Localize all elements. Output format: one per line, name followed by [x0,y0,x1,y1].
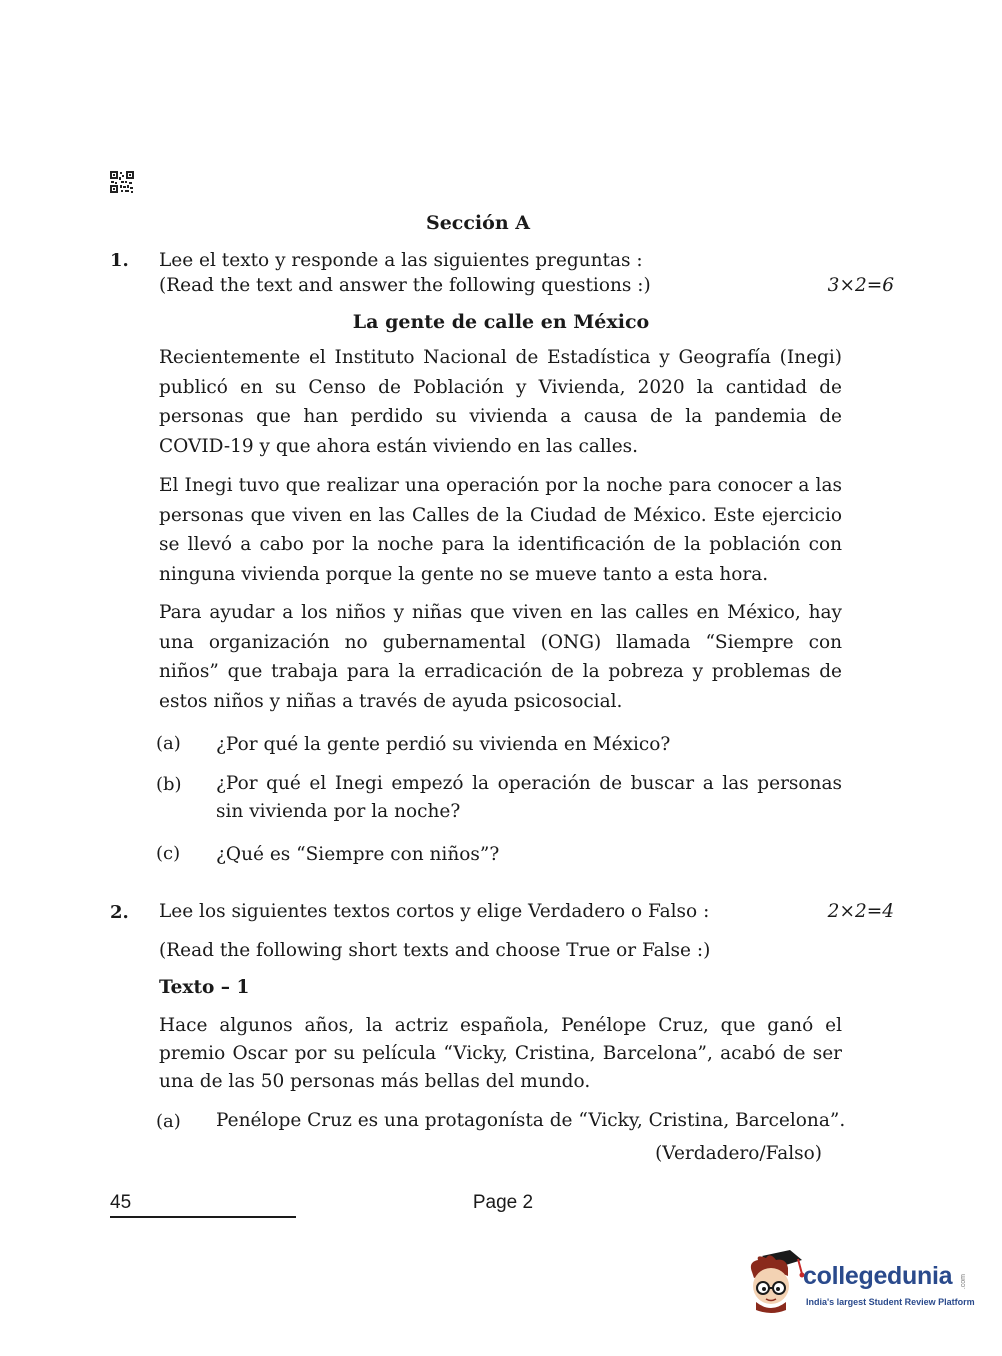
subquestion-a-label: (a) [156,733,181,754]
question-1-instruction-en: (Read the text and answer the following questions :) [159,275,651,296]
subquestion-c-text: ¿Qué es “Siempre con niños”? [216,844,500,865]
subquestion-b-label: (b) [156,774,182,795]
question-2-number: 2. [110,902,129,923]
passage-title: La gente de calle en México [352,311,650,333]
section-title: Sección A [425,212,530,234]
question-1-number: 1. [110,250,129,271]
footer-divider [110,1216,296,1218]
brand-name: collegedunia [803,1262,953,1290]
brand-tagline: India's largest Student Review Platform [806,1297,975,1307]
brand-domain-suffix: .com [960,1274,967,1290]
true-false-options: (Verdadero/Falso) [655,1143,822,1164]
collegedunia-mascot-icon [742,1250,806,1316]
question-2-instruction-en: (Read the following short texts and choose True or False :) [159,940,711,961]
texto-1-paragraph: Hace algunos años, la actriz española, Penélope Cruz, que ganó el premio Oscar por su película “Vicky, Cristina, Barcelona”, acabó de ser una de las 50 personas más bellas del mundo. [159,1015,842,1092]
page-number: Page 2 [472,1192,534,1213]
passage-paragraph-1: Recientemente el Instituto Nacional de Estadística y Geografía (Inegi) publicó en su Censo de Población y Vivienda, 2020 la cantidad de personas que han perdido su vivienda a causa de la pandemia de COVID-19 y que ahora están viviendo en las calles. [159,347,842,457]
texto-1-subquestion-a-label: (a) [156,1111,181,1132]
texto-1-subquestion-a-text: Penélope Cruz es una protagonísta de “Vicky, Cristina, Barcelona”. [216,1110,846,1131]
question-1-marks: 3×2=6 [827,275,894,296]
passage-paragraph-2: El Inegi tuvo que realizar una operación por la noche para conocer a las personas que viven en las Calles de la Ciudad de México. Este ejercicio se llevó a cabo por la noche para la identificación de la población con ninguna vivienda porque la gente no se mueve tanto a esta hora. [159,475,842,585]
question-1-instruction-es: Lee el texto y responde a las siguientes preguntas : [159,250,643,271]
texto-1-title: Texto – 1 [159,977,250,998]
subquestion-c-label: (c) [156,843,181,864]
subquestion-b-text: ¿Por qué el Inegi empezó la operación de buscar a las personas sin vivienda por la noche? [216,773,842,822]
subquestion-a-text: ¿Por qué la gente perdió su vivienda en México? [216,734,671,755]
question-2-instruction-es: Lee los siguientes textos cortos y elige Verdadero o Falso : [159,901,710,922]
qr-code-icon [110,171,134,193]
question-2-marks: 2×2=4 [827,901,894,922]
passage-paragraph-3: Para ayudar a los niños y niñas que viven en las calles en México, hay una organización no gubernamental (ONG) llamada “Siempre con niños” que trabaja para la erradicación de la pobreza y problemas de estos niños y niñas a través de ayuda psicosocial. [159,602,842,712]
paper-code: 45 [110,1192,132,1213]
